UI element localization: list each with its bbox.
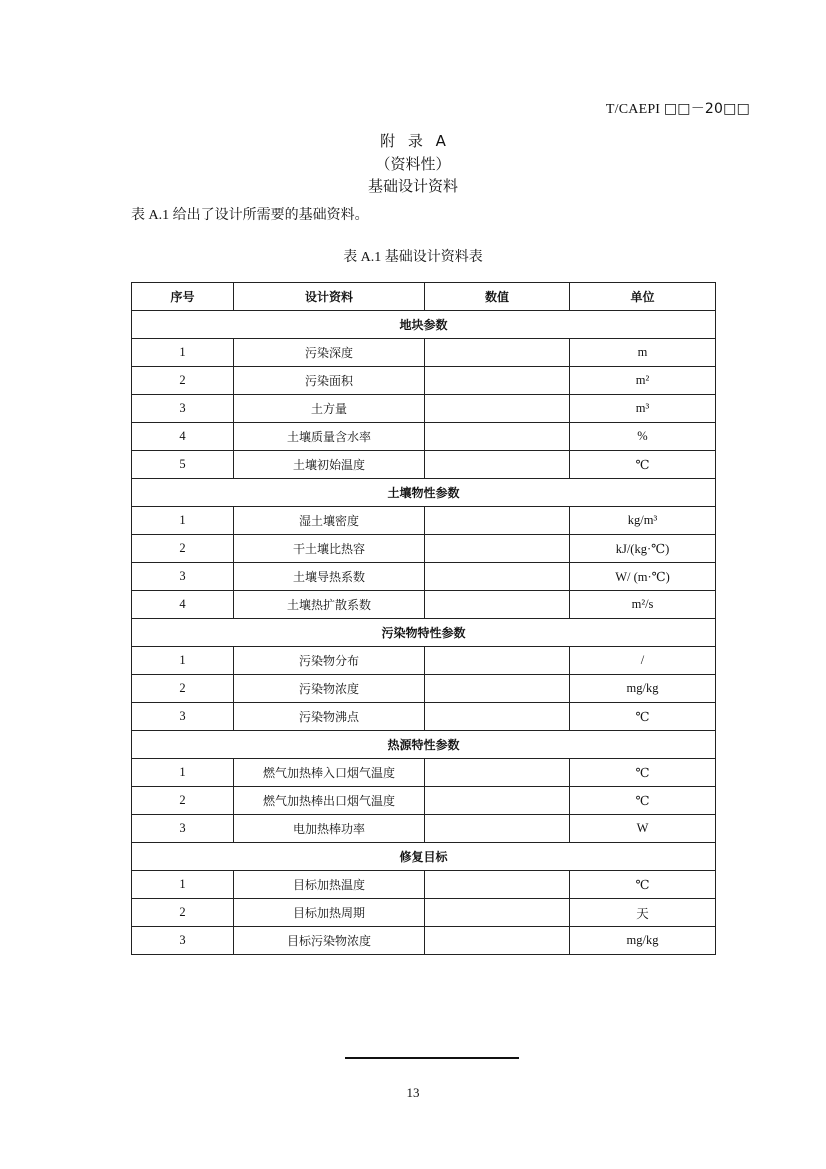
table-row <box>132 647 716 675</box>
row-number: 3 <box>132 395 234 423</box>
row-unit: kg/m³ <box>570 507 716 535</box>
row-number: 1 <box>132 339 234 367</box>
table-row <box>132 367 716 395</box>
table-row <box>132 759 716 787</box>
table-row <box>132 395 716 423</box>
row-item: 电加热棒功率 <box>234 815 425 843</box>
standard-code-suffix: □□－20□□ <box>663 101 750 117</box>
table-caption: 表 A.1 基础设计资料表 <box>343 250 483 265</box>
table-row <box>132 563 716 591</box>
row-item: 燃气加热棒入口烟气温度 <box>234 759 425 787</box>
row-number: 1 <box>132 647 234 675</box>
row-unit: W <box>570 815 716 843</box>
section-title: 修复目标 <box>132 843 716 871</box>
row-value <box>425 395 570 423</box>
row-unit: % <box>570 423 716 451</box>
row-unit: kJ/(kg·℃) <box>570 535 716 563</box>
row-unit: m³ <box>570 395 716 423</box>
row-value <box>425 871 570 899</box>
row-item: 燃气加热棒出口烟气温度 <box>234 787 425 815</box>
page-number: 13 <box>406 1085 420 1100</box>
row-value <box>425 563 570 591</box>
row-number: 2 <box>132 535 234 563</box>
row-value <box>425 451 570 479</box>
row-number: 1 <box>132 759 234 787</box>
footer-rule <box>345 1057 519 1059</box>
row-item: 污染物沸点 <box>234 703 425 731</box>
appendix-type: （资料性） <box>375 155 451 173</box>
section-title: 土壤物性参数 <box>132 479 716 507</box>
section-header-row <box>132 311 716 339</box>
row-item: 土壤导热系数 <box>234 563 425 591</box>
row-item: 目标加热周期 <box>234 899 425 927</box>
row-value <box>425 787 570 815</box>
section-header-row <box>132 843 716 871</box>
row-item: 污染深度 <box>234 339 425 367</box>
row-item: 目标加热温度 <box>234 871 425 899</box>
section-header-row <box>132 731 716 759</box>
row-item: 土壤热扩散系数 <box>234 591 425 619</box>
table-row <box>132 899 716 927</box>
row-value <box>425 647 570 675</box>
row-unit: mg/kg <box>570 927 716 955</box>
row-value <box>425 703 570 731</box>
row-number: 5 <box>132 451 234 479</box>
row-number: 1 <box>132 507 234 535</box>
table-row <box>132 927 716 955</box>
row-number: 2 <box>132 899 234 927</box>
row-value <box>425 675 570 703</box>
row-number: 4 <box>132 423 234 451</box>
section-header-row <box>132 479 716 507</box>
column-header-no: 序号 <box>132 283 234 311</box>
table-row <box>132 339 716 367</box>
row-unit: m²/s <box>570 591 716 619</box>
row-item: 土壤初始温度 <box>234 451 425 479</box>
row-unit: 天 <box>570 899 716 927</box>
row-item: 土壤质量含水率 <box>234 423 425 451</box>
row-unit: / <box>570 647 716 675</box>
table-row <box>132 535 716 563</box>
row-value <box>425 815 570 843</box>
row-value <box>425 759 570 787</box>
row-item: 污染面积 <box>234 367 425 395</box>
row-number: 3 <box>132 927 234 955</box>
row-value <box>425 535 570 563</box>
row-unit: W/ (m·℃) <box>570 563 716 591</box>
row-number: 2 <box>132 367 234 395</box>
table-body <box>132 311 716 955</box>
column-header-item: 设计资料 <box>234 283 425 311</box>
row-number: 4 <box>132 591 234 619</box>
row-unit: ℃ <box>570 703 716 731</box>
table-row <box>132 451 716 479</box>
appendix-title: 附 录 A <box>380 132 446 150</box>
row-unit: ℃ <box>570 759 716 787</box>
basic-design-data-table <box>131 282 716 955</box>
row-unit: ℃ <box>570 451 716 479</box>
section-title: 污染物特性参数 <box>132 619 716 647</box>
row-unit: m² <box>570 367 716 395</box>
standard-code <box>606 98 750 118</box>
section-title: 热源特性参数 <box>132 731 716 759</box>
row-value <box>425 367 570 395</box>
table-row <box>132 815 716 843</box>
row-unit: m <box>570 339 716 367</box>
table-row <box>132 675 716 703</box>
row-value <box>425 591 570 619</box>
table-row <box>132 871 716 899</box>
row-value <box>425 899 570 927</box>
appendix-name: 基础设计资料 <box>367 177 458 195</box>
section-title: 地块参数 <box>132 311 716 339</box>
row-number: 2 <box>132 675 234 703</box>
row-value <box>425 339 570 367</box>
row-unit: mg/kg <box>570 675 716 703</box>
column-header-value: 数值 <box>425 283 570 311</box>
row-item: 目标污染物浓度 <box>234 927 425 955</box>
standard-code-prefix: T/CAEPI <box>605 102 664 117</box>
table-header-row <box>132 283 716 311</box>
row-number: 3 <box>132 703 234 731</box>
row-number: 1 <box>132 871 234 899</box>
table-row <box>132 703 716 731</box>
row-item: 干土壤比热容 <box>234 535 425 563</box>
table-row <box>132 787 716 815</box>
row-item: 土方量 <box>234 395 425 423</box>
row-number: 2 <box>132 787 234 815</box>
section-header-row <box>132 619 716 647</box>
table-row <box>132 423 716 451</box>
table-row <box>132 591 716 619</box>
row-item: 湿土壤密度 <box>234 507 425 535</box>
row-value <box>425 927 570 955</box>
column-header-unit: 单位 <box>570 283 716 311</box>
row-item: 污染物分布 <box>234 647 425 675</box>
row-value <box>425 423 570 451</box>
table-row <box>132 507 716 535</box>
row-number: 3 <box>132 815 234 843</box>
row-unit: ℃ <box>570 871 716 899</box>
row-number: 3 <box>132 563 234 591</box>
row-value <box>425 507 570 535</box>
intro-paragraph: 表 A.1 给出了设计所需要的基础资料。 <box>131 208 369 223</box>
row-item: 污染物浓度 <box>234 675 425 703</box>
row-unit: ℃ <box>570 787 716 815</box>
